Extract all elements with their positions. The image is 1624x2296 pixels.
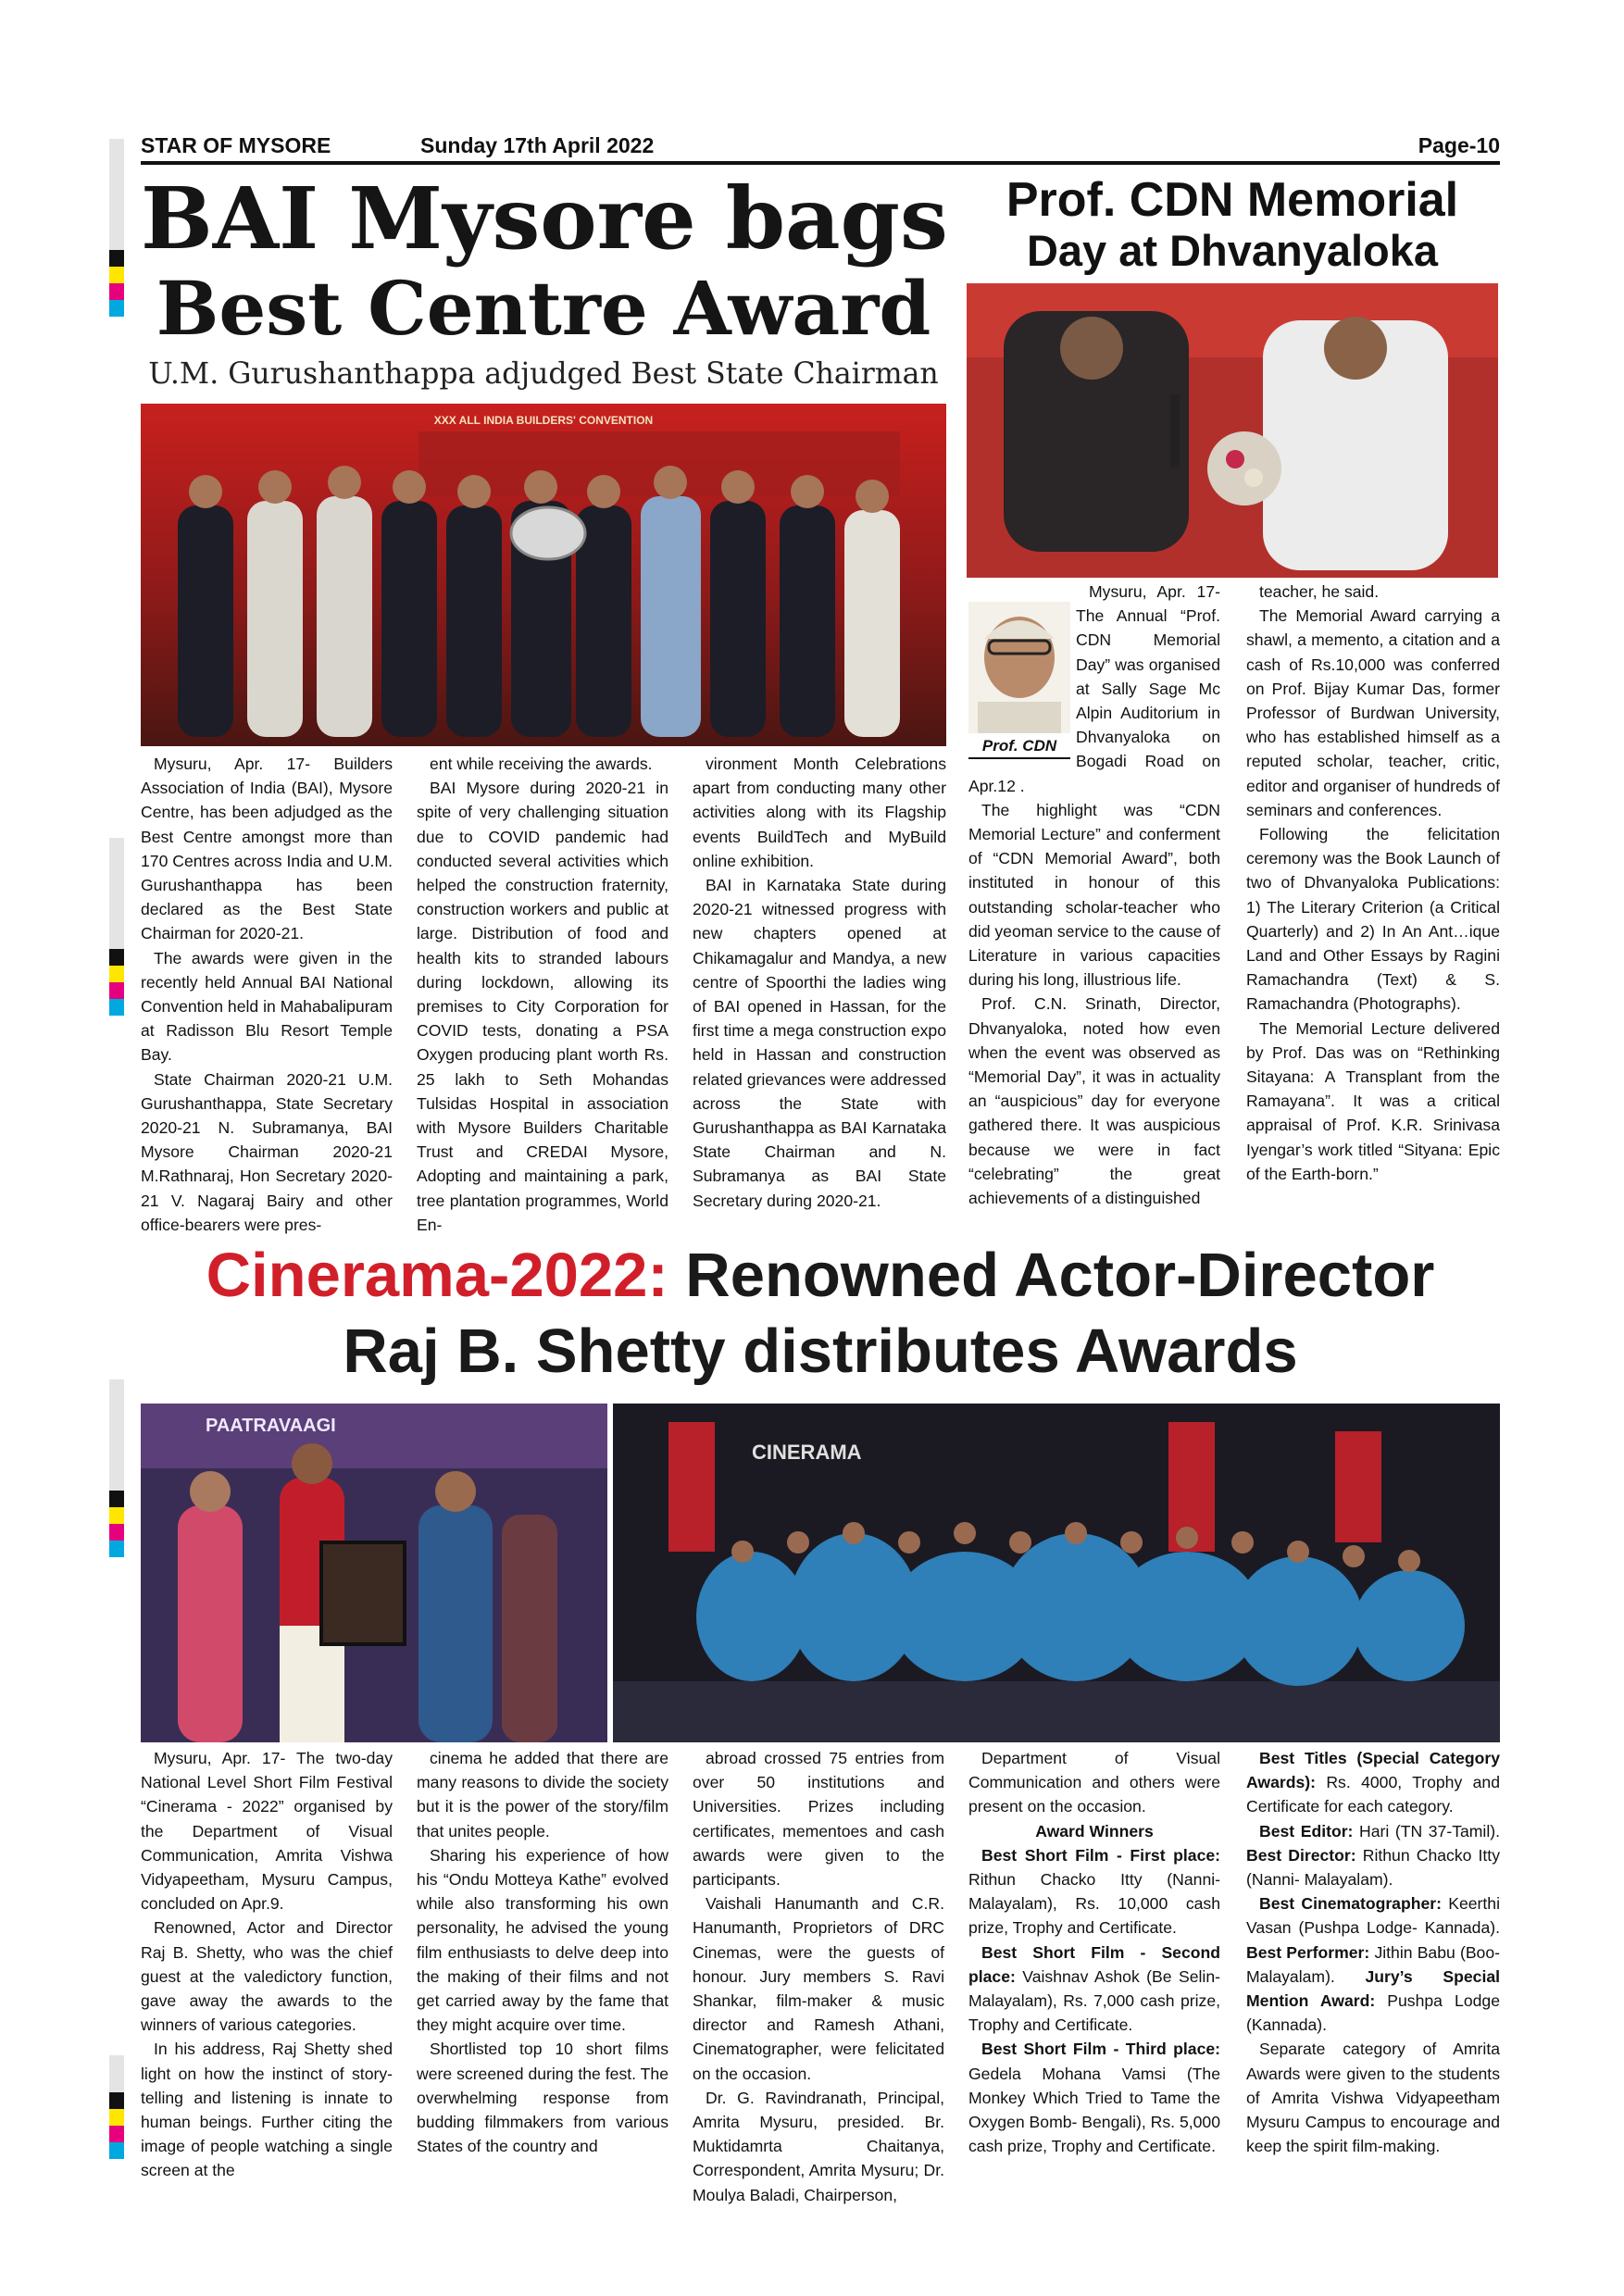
story3-col5 (1246, 1746, 1500, 2181)
registration-marks-lower (109, 1379, 124, 1557)
registration-marks-top (109, 139, 124, 317)
cinerama-group-photo (613, 1404, 1500, 1742)
story1-col1 (141, 752, 393, 1242)
story1-col2 (417, 752, 668, 1242)
bai-photo-banner: XXX ALL INDIA BUILDERS' CONVENTION (433, 414, 654, 427)
prof-cdn-caption: Prof. CDN (968, 737, 1070, 759)
award-text: Gedela Mohana Vamsi (The Monkey Which Tried to Tame the Oxygen Bomb- Bengali), Rs. 5,000 cash prize, Trophy and Certificate. (968, 2064, 1220, 2156)
paper-name: STAR OF MYSORE (141, 133, 331, 157)
award-label: Best Titles (Special Category Awards): (1246, 1749, 1500, 1792)
story2-col1 (968, 580, 1220, 1242)
award-text: Rs. 4000, Trophy and Certificate for each category. (1246, 1773, 1500, 1816)
group-photo-banner: CINERAMA (752, 1441, 862, 1464)
award-text: Hari (TN 37-Tamil). (1353, 1821, 1500, 1841)
award-winners-heading: Award Winners (1035, 1821, 1154, 1841)
memorial-photo (967, 283, 1498, 578)
award-label: Best Short Film - First place: (981, 1845, 1220, 1865)
award-text: Rithun Chacko Itty (Nanni- Malayalam), Rs. 10,000 cash prize, Trophy and Certificate. (968, 1870, 1220, 1938)
paragraph: State Chairman 2020-21 U.M. Gurushanthappa, State Secretary 2020-21 N. Subramanya, BAI Mysore Chairman 2020-21 M.Rathnaraj, Hon Secretary 2020-21 V. Nagaraj Bairy and other office-bearers were pres- (141, 1069, 393, 1234)
award-entry (968, 2037, 1220, 2158)
award-text: Pushpa Lodge (Kannada). (1246, 1991, 1500, 2035)
paragraph: vironment Month Celebrations apart from conducting many other activities along with its Flagship events BuildTech and MyBuild online exhibition. (693, 755, 946, 870)
paragraph: The Memorial Award carrying a shawl, a memento, a citation and a cash of Rs.10,000 was conferred on Prof. Bijay Kumar Das, former Professor of Burdwan University, who has established himself as a reputed scholar, teacher, critic, editor and organiser of hundreds of seminars and conferences. (1246, 606, 1500, 819)
story3-col3 (693, 1746, 944, 2204)
registration-marks-mid (109, 838, 124, 1016)
headline-rest: Renowned Actor-Director (668, 1241, 1435, 1310)
paragraph: Mysuru, Apr. 17- The two-day National Level Short Film Festival “Cinerama - 2022” organised by the Department of Visual Communication, Amrita Vishwa Vidyapeetham, Mysuru Campus, concluded on Apr.9. (141, 1749, 393, 1914)
paragraph: The Memorial Lecture delivered by Prof. Das was on “Rethinking Sitayana: A Transplant from the Ramayana”. It was a critical appraisal of Prof. K.R. Srinivasa Iyengar’s work titled “Sityana: Epic of the Earth-born.” (1246, 1018, 1500, 1183)
paragraph: Vaishali Hanumanth and C.R. Hanumanth, Proprietors of DRC Cinemas, were the guests of honour. Jury members S. Ravi Shankar, film-maker & music director and Ramesh Athani, Cinematographer, were felicitated on the occasion. (693, 1894, 944, 2083)
paragraph: ent while receiving the awards. (430, 755, 653, 773)
award-label: Best Performer: (1246, 1942, 1370, 1962)
paragraph: BAI in Karnataka State during 2020-21 witnessed progress with new chapters opened at Chikamagalur and Mandya, a new centre of Spoorthi the ladies wing of BAI opened in Hassan, for the first time a mega construction expo held in Hassan and construction related grievances were addressed across the State with Gurushanthappa as BAI Karnataka State Chairman and N. Subramanya as BAI State Secretary during 2020-21. (693, 876, 946, 1210)
cinerama-photo-banner: PAATRAVAAGI (206, 1416, 336, 1436)
paragraph: Sharing his experience of how his “Ondu Motteya Kathe” evolved while also transforming his own personality, he advised the young film enthusiasts to delve deep into the making of their films and not get carried away by the fame that they might acquire over time. (417, 1845, 668, 2035)
paragraph: The highlight was “CDN Memorial Lecture” and conferment of “CDN Memorial Award”, both instituted in honour of this outstanding scholar-teacher who did yeoman service to the cause of Literature in various capacities during his long, illustrious life. (968, 800, 1220, 990)
registration-marks-bottom (109, 2055, 124, 2159)
paragraph: Following the felicitation ceremony was the Book Launch of two of Dhvanyaloka Publications: 1) The Literary Criterion (a Critical Quarterly) and 2) In An Ant…ique Land and Other Essays by Ragini Ramachandra (Text) & S. Ramachandra (Photographs). (1246, 825, 1500, 1014)
bai-award-photo (141, 404, 946, 746)
award-entry (1246, 1746, 1500, 1819)
award-entry (968, 1940, 1220, 2038)
paragraph: The awards were given in the recently held Annual BAI National Convention held in Mahabalipuram at Radisson Blu Resort Temple Bay. (141, 948, 393, 1065)
story2-headline-2: Day at Dhvanyaloka (1026, 226, 1439, 275)
paragraph: teacher, he said. (1259, 582, 1380, 601)
story1-headline-2: Best Centre Award (156, 265, 931, 352)
story3-col2 (417, 1746, 668, 2181)
story3-headline-2: Raj B. Shetty distributes Awards (343, 1316, 1298, 1386)
award-entry (968, 1843, 1220, 1940)
story2-headline-1: Prof. CDN Memorial (1006, 173, 1459, 227)
award-entry (1246, 1891, 1500, 2037)
award-text: Rithun Chacko Itty (Nanni- Malayalam). (1246, 1845, 1500, 1890)
masthead-rule (141, 161, 1500, 165)
award-label: Best Editor: (1259, 1821, 1354, 1841)
issue-date: Sunday 17th April 2022 (420, 133, 655, 157)
award-text: Vaishnav Ashok (Be Selin- Malayalam), Rs. 7,000 cash prize, Trophy and Certificate. (968, 1966, 1220, 2035)
paragraph: In his address, Raj Shetty shed light on how the instinct of story-telling and listening is innate to human beings. Further citing the image of people watching a single screen at the (141, 2040, 393, 2180)
paragraph: abroad crossed 75 entries from over 50 institutions and Universities. Prizes including certificates, mementoes and cash awards were given to the participants. (693, 1749, 944, 1890)
paragraph: Mysuru, Apr. 17- Builders Association of India (BAI), Mysore Centre, has been adjudged as the Best Centre amongst more than 170 Centres across India and U.M. Gurushanthappa has been declared as the Best State Chairman for 2020-21. (141, 755, 393, 943)
award-text: Jithin Babu (Boo- Malayalam). (1246, 1942, 1500, 1986)
story1-col3 (693, 752, 946, 1242)
story1-subhead: U.M. Gurushanthappa adjudged Best State Chairman (148, 357, 939, 391)
paragraph: Mysuru, Apr. 17- The Annual “Prof. CDN Memorial Day” was organised at Sally Sage Mc Alpin Auditorium in Dhvanyaloka on Bogadi Road on Apr.12 . (968, 582, 1220, 795)
page-number: Page-10 (1418, 133, 1500, 157)
story3-col1 (141, 1746, 393, 2181)
award-label: Best Director: (1246, 1845, 1356, 1865)
paragraph: Shortlisted top 10 short films were screened during the fest. The overwhelming response from budding filmmakers from various States of the country and (417, 2040, 668, 2156)
paragraph: Dr. G. Ravindranath, Principal, Amrita Mysuru, presided. Br. Muktidamrta Chaitanya, Correspondent, Amrita Mysuru; Dr. Moulya Baladi, Chairperson, (693, 2088, 944, 2204)
portrait-float-space (968, 580, 1076, 763)
paragraph: Renowned, Actor and Director Raj B. Shetty, who was the chief guest at the valedictory function, gave away the awards to the winners of various categories. (141, 1918, 393, 2035)
story3-col4 (968, 1746, 1220, 2181)
paragraph: Separate category of Amrita Awards were given to the students of Amrita Vishwa Vidyapeetham Mysuru Campus to encourage and keep the spirit film-making. (1246, 2040, 1500, 2156)
award-label: Best Short Film - Third place: (981, 2040, 1220, 2059)
paragraph: Prof. C.N. Srinath, Director, Dhvanyaloka, noted how even when the event was observed as “Memorial Day”, it was in actuality an “auspicious” day for everyone gathered there. It was auspicious because we were in fact “celebrating” the great achievements of a distinguished (968, 994, 1220, 1208)
cinerama-award-photo (141, 1404, 607, 1742)
paragraph: cinema he added that there are many reasons to divide the society but it is the power of the story/film that unites people. (417, 1749, 668, 1841)
story3-headline-1 (141, 1239, 1500, 1313)
paragraph: Department of Visual Communication and others were present on the occasion. (968, 1749, 1220, 1816)
award-text: Keerthi Vasan (Pushpa Lodge- Kannada). (1246, 1894, 1500, 1938)
award-label: Best Cinematographer: (1259, 1894, 1442, 1914)
headline-red: Cinerama-2022: (206, 1241, 668, 1310)
masthead (141, 131, 1500, 161)
paragraph: BAI Mysore during 2020-21 in spite of very challenging situation due to COVID pandemic had conducted several activities which helped the construction fraternity, construction workers and public at large. Distribution of food and health kits to stranded labours during lockdown, allowing its premises to City Corporation for COVID tests, donating a PSA Oxygen producing plant worth Rs. 25 lakh to Seth Mohandas Tulsidas Hospital in association with Mysore Builders Charitable Trust and CREDAI Mysore, Adopting and maintaining a park, tree plantation programmes, World En- (417, 779, 668, 1234)
award-entry (1246, 1819, 1500, 1892)
story2-col2 (1246, 580, 1500, 1242)
story1-headline-1: BAI Mysore bags (141, 168, 948, 268)
award-label: Jury’s Special Mention Award: (1246, 1966, 1501, 2011)
award-label: Best Short Film - Second place: (968, 1942, 1220, 1986)
